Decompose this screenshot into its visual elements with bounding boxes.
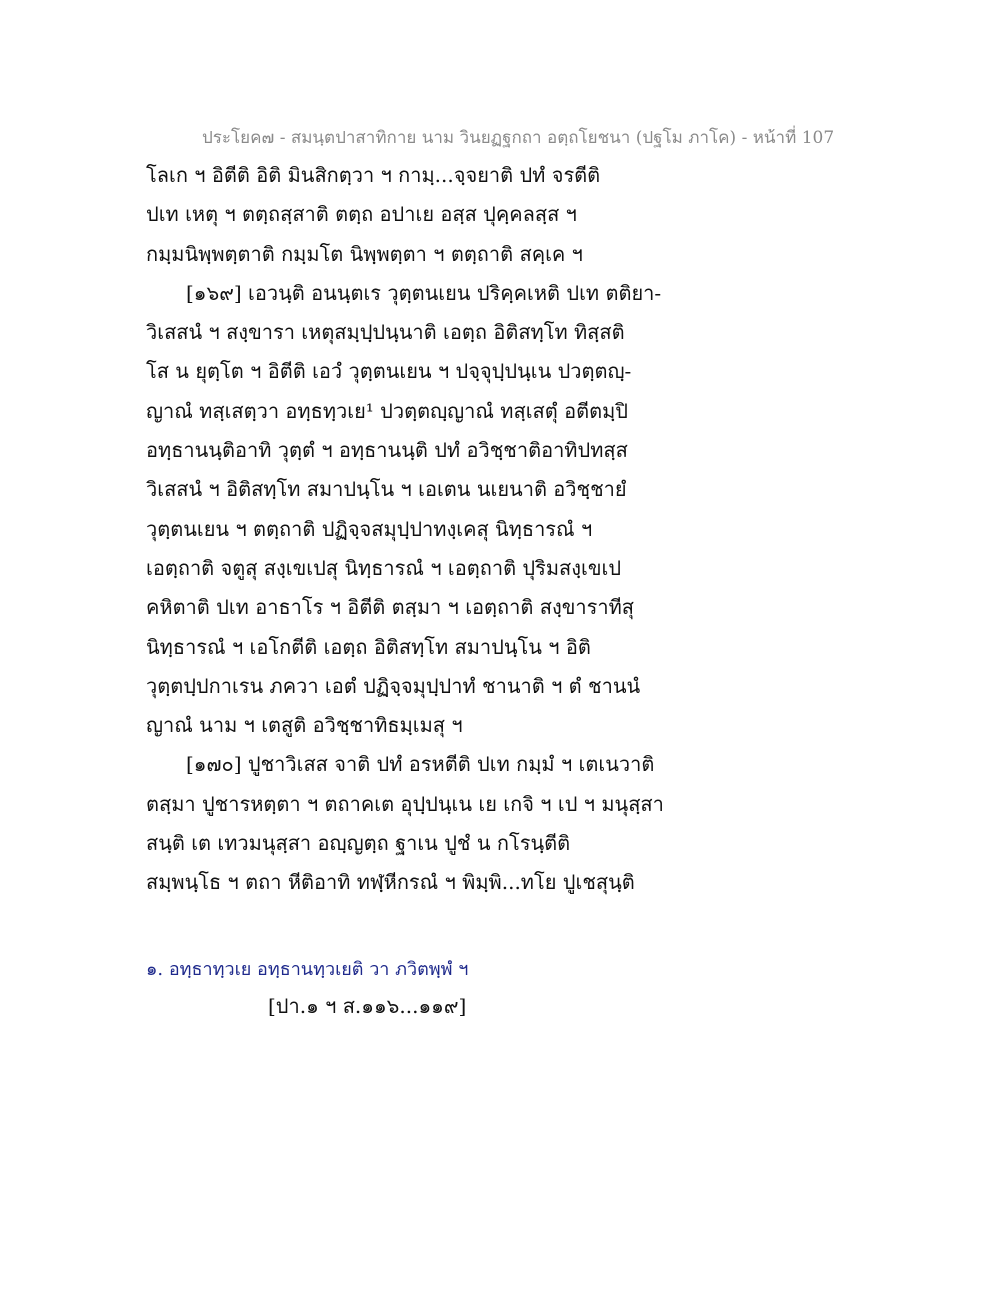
body-text [146, 156, 866, 903]
text-line: วิเสสนํ ฯ อิติสทฺโท สมาปนฺโน ฯ เอเตน นเยนาติ อวิชฺชายํ [146, 477, 627, 502]
text-line: ปเท เหตุ ฯ ตตฺถสฺสาติ ตตฺถ อปาเย อสฺส ปุคฺคลสฺส ฯ [146, 202, 577, 227]
text-line: สนฺติ เต เทวมนุสฺสา อญฺญตฺถ ฐาเน ปูชํ น กโรนฺตีติ [146, 831, 571, 856]
text-line: สมฺพนฺโธ ฯ ตถา หีติอาทิ ทฬฺหีกรณํ ฯ พิมฺพิ...ทโย ปูเชสุนฺติ [146, 870, 635, 895]
text-line: นิทฺธารณํ ฯ เอโกตีติ เอตฺถ อิติสทฺโท สมาปนฺโน ฯ อิติ [146, 634, 591, 659]
text-line: ญาณํ นาม ฯ เตสูติ อวิชฺชาทิธมฺเมสุ ฯ [146, 713, 463, 738]
text-line: เอตฺถาติ จตูสุ สงฺเขเปสุ นิทฺธารณํ ฯ เอตฺถาติ ปุริมสงฺเขเป [146, 555, 622, 580]
paragraph-start-170: [๑๗๐] ปูชาวิเสส จาติ ปทํ อรหตีติ ปเท กมฺมํ ฯ เตเนวาติ [186, 752, 655, 777]
text-line: ญาณํ ทสฺเสตฺวา อทฺธทฺวเย¹ ปวตฺตญฺญาณํ ทสฺเสตุํ อตีตมฺปิ [146, 398, 628, 423]
text-line: วุตฺตนเยน ฯ ตตฺถาติ ปฏิจฺจสมุปฺปาทงฺเคสุ นิทฺธารณํ ฯ [146, 516, 593, 541]
text-line: วิเสสนํ ฯ สงฺขารา เหตุสมฺปฺปนฺนาติ เอตฺถ อิติสทฺโท ทิสฺสติ [146, 320, 625, 345]
text-line: กมฺมนิพฺพตฺตาติ กมฺมโต นิพฺพตฺตา ฯ ตตฺถาติ สคฺเค ฯ [146, 241, 583, 266]
page-reference: [ปา.๑ ฯ ส.๑๑๖...๑๑๙] [268, 994, 467, 1018]
text-line: โส น ยุตฺโต ฯ อิตีติ เอวํ วุตฺตนเยน ฯ ปจฺจุปฺปนฺเน ปวตฺตญฺ- [146, 359, 632, 384]
text-line: โลเก ฯ อิตีติ อิติ มินสิกตฺวา ฯ กามฺ...จฺจยาติ ปทํ จรตีติ [146, 163, 601, 187]
text-line: อทฺธานนฺติอาทิ วุตฺตํ ฯ อทฺธานนฺติ ปทํ อวิชฺชาติอาทิปทสฺส [146, 438, 628, 463]
footnote: ๑. อทฺธาทฺวเย อทฺธานทฺวเยติ วา ภวิตพฺพํ ฯ [146, 959, 469, 980]
text-line: ตสฺมา ปูชารหตฺตา ฯ ตถาคเต อุปฺปนฺเน เย เกจิ ฯ เป ฯ มนุสฺสา [146, 791, 664, 816]
text-line: วุตฺตปฺปกาเรน ภควา เอตํ ปฏิจฺจมุปฺปาทํ ชานาติ ฯ ตํ ชานนํ [146, 673, 641, 698]
running-header: ประโยค๗ - สมนฺตปาสาทิกาย นาม วินยฏฐกถา อตฺถโยชนา (ปฐโม ภาโค) - หน้าที่ 107 [202, 128, 835, 148]
paragraph-start-169: [๑๖๙] เอวนฺติ อนนฺตเร วุตฺตนเยน ปริคฺคเหติ ปเท ตติยา- [186, 280, 662, 305]
text-line: คหิตาติ ปเท อาธาโร ฯ อิตีติ ตสฺมา ฯ เอตฺถาติ สงฺขาราทีสุ [146, 595, 634, 620]
